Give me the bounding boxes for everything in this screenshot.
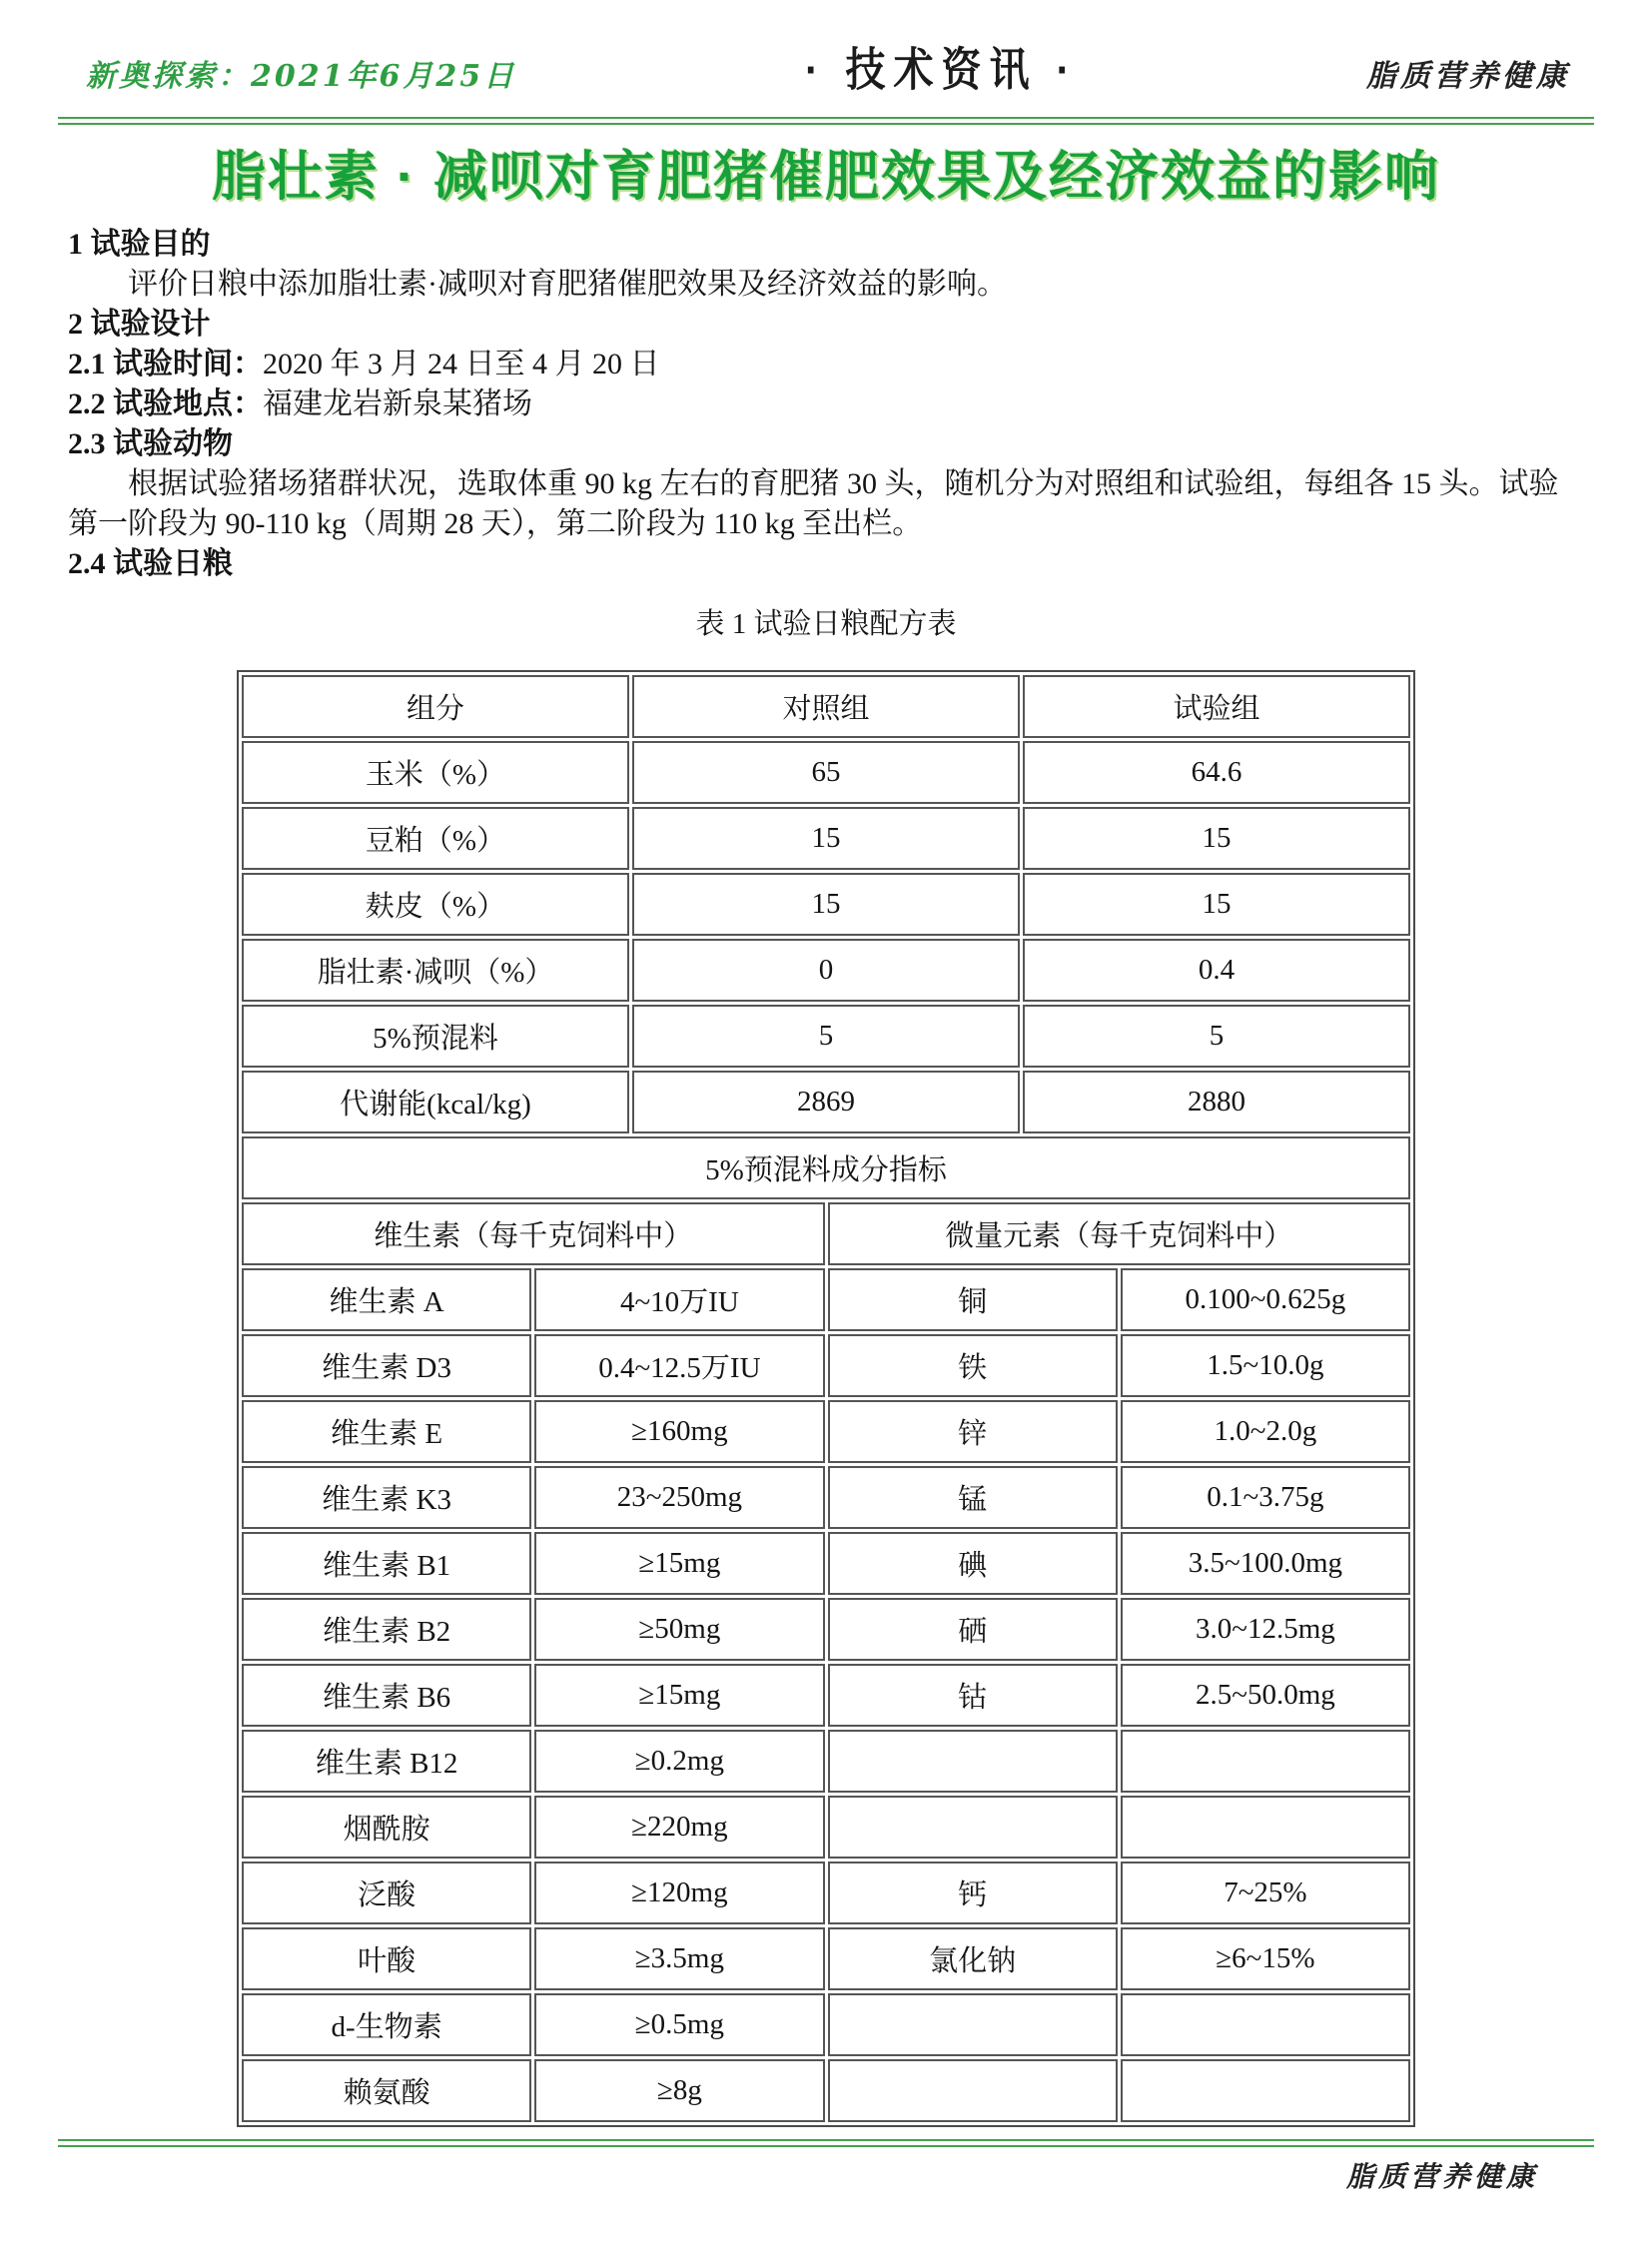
table-cell: ≥0.5mg: [534, 1993, 824, 2056]
table-cell: [1121, 2059, 1410, 2122]
section-label: 2.2 试验地点：: [68, 387, 263, 420]
article-body: [58, 225, 1594, 584]
table-cell: d-生物素: [242, 1993, 531, 2056]
table-cell: 2.5~50.0mg: [1121, 1664, 1410, 1727]
table-cell: ≥15mg: [534, 1532, 824, 1595]
table-row: [242, 1466, 1410, 1529]
table-cell: 代谢能(kcal/kg): [242, 1071, 629, 1133]
table-cell: ≥50mg: [534, 1598, 824, 1661]
table-cell: 维生素 A: [242, 1268, 531, 1331]
col-header: 对照组: [632, 675, 1020, 738]
table-cell: 泛酸: [242, 1862, 531, 1924]
section-line-2-1: [68, 345, 1584, 384]
table-cell: [828, 1796, 1118, 1859]
table-cell: 钙: [828, 1862, 1118, 1924]
table-cell: 氯化钠: [828, 1927, 1118, 1990]
footer-divider: [58, 2139, 1594, 2147]
table-cell: 维生素 B1: [242, 1532, 531, 1595]
premix-title-cell: 5%预混料成分指标: [242, 1136, 1410, 1199]
section-line-2-2: [68, 384, 1584, 424]
section-heading-2-4: 2.4 试验日粮: [68, 547, 233, 580]
table-cell: ≥160mg: [534, 1400, 824, 1463]
table-cell: 维生素 E: [242, 1400, 531, 1463]
table-cell: 1.5~10.0g: [1121, 1334, 1410, 1397]
table-cell: ≥6~15%: [1121, 1927, 1410, 1990]
table-cell: [828, 2059, 1118, 2122]
premix-title-row: [242, 1136, 1410, 1199]
table-cell: 5%预混料: [242, 1005, 629, 1068]
table-cell: 23~250mg: [534, 1466, 824, 1529]
table-cell: [828, 1730, 1118, 1793]
footer-brand: 脂质营养健康: [1345, 2160, 1538, 2193]
group-header-row: [242, 1202, 1410, 1265]
table-row: [242, 1334, 1410, 1397]
table-row: [242, 2059, 1410, 2122]
section-heading-2: 2 试验设计: [68, 308, 211, 341]
table-row: [242, 1532, 1410, 1595]
diet-formula-table: [237, 670, 1415, 2127]
section-paragraph: 评价日粮中添加脂壮素·减呗对育肥猪催肥效果及经济效益的影响。: [128, 268, 1007, 301]
table-cell: 1.0~2.0g: [1121, 1400, 1410, 1463]
table-cell: 维生素 D3: [242, 1334, 531, 1397]
table-row: [242, 1664, 1410, 1727]
table-cell: 65: [632, 741, 1020, 804]
table-cell: 豆粕（%）: [242, 807, 629, 870]
table-cell: 0.1~3.75g: [1121, 1466, 1410, 1529]
table-cell: 2869: [632, 1071, 1020, 1133]
section-heading-2-3: 2.3 试验动物: [68, 427, 233, 460]
table-cell: 4~10万IU: [534, 1268, 824, 1331]
table-row: [242, 1400, 1410, 1463]
table-row: [242, 873, 1410, 936]
table-cell: [828, 1993, 1118, 2056]
header-date: 新奥探索：2021年6月25日: [86, 59, 517, 94]
table-cell: 5: [1023, 1005, 1410, 1068]
col-header: 试验组: [1023, 675, 1410, 738]
table-cell: 麸皮（%）: [242, 873, 629, 936]
table-cell: 0.100~0.625g: [1121, 1268, 1410, 1331]
table-cell: 维生素 B2: [242, 1598, 531, 1661]
table-cell: ≥8g: [534, 2059, 824, 2122]
table-cell: 0.4: [1023, 939, 1410, 1002]
header-divider: [58, 117, 1594, 125]
table-cell: ≥0.2mg: [534, 1730, 824, 1793]
col-header: 组分: [242, 675, 629, 738]
table-row: [242, 807, 1410, 870]
table-row: [242, 1071, 1410, 1133]
section-paragraph: 根据试验猪场猪群状况，选取体重 90 kg 左右的育肥猪 30 头，随机分为对照组和试验组，每组各 15 头。试验第一阶段为 90-110 kg（周期 28 天），第二阶段为 110 kg 至出栏。: [68, 467, 1559, 540]
table-cell: 15: [1023, 873, 1410, 936]
section-value: 2020 年 3 月 24 日至 4 月 20 日: [263, 348, 660, 380]
table-cell: ≥120mg: [534, 1862, 824, 1924]
table-cell: [1121, 1796, 1410, 1859]
page-header: [58, 0, 1594, 117]
table-cell: 3.0~12.5mg: [1121, 1598, 1410, 1661]
table-cell: [1121, 1730, 1410, 1793]
table-cell: 赖氨酸: [242, 2059, 531, 2122]
table-cell: 脂壮素·减呗（%）: [242, 939, 629, 1002]
table-row: [242, 1862, 1410, 1924]
table-cell: 15: [632, 807, 1020, 870]
section-value: 福建龙岩新泉某猪场: [263, 387, 532, 420]
table-cell: 锌: [828, 1400, 1118, 1463]
section-label: 2.1 试验时间：: [68, 348, 263, 380]
table-row: [242, 1268, 1410, 1331]
table-row: [242, 741, 1410, 804]
table-cell: 维生素 K3: [242, 1466, 531, 1529]
table-cell: 玉米（%）: [242, 741, 629, 804]
table-cell: ≥3.5mg: [534, 1927, 824, 1990]
table-cell: 7~25%: [1121, 1862, 1410, 1924]
table-cell: 铁: [828, 1334, 1118, 1397]
table-cell: [1121, 1993, 1410, 2056]
table-cell: ≥15mg: [534, 1664, 824, 1727]
table-row: [242, 1730, 1410, 1793]
table-cell: 钴: [828, 1664, 1118, 1727]
table-cell: 0: [632, 939, 1020, 1002]
table-cell: 铜: [828, 1268, 1118, 1331]
table-row: [242, 1005, 1410, 1068]
article-title: 脂壮素 · 减呗对育肥猪催肥效果及经济效益的影响: [212, 147, 1440, 207]
table-cell: 0.4~12.5万IU: [534, 1334, 824, 1397]
table-cell: 烟酰胺: [242, 1796, 531, 1859]
table-cell: 64.6: [1023, 741, 1410, 804]
table-row: [242, 939, 1410, 1002]
table-cell: 2880: [1023, 1071, 1410, 1133]
group-header-trace-elements: 微量元素（每千克饲料中）: [828, 1202, 1411, 1265]
table-caption: 表 1 试验日粮配方表: [695, 608, 957, 640]
table-cell: 3.5~100.0mg: [1121, 1532, 1410, 1595]
table-row: [242, 1598, 1410, 1661]
table-cell: 5: [632, 1005, 1020, 1068]
header-brand: 脂质营养健康: [1366, 59, 1570, 94]
table-cell: 维生素 B6: [242, 1664, 531, 1727]
header-section-title: · 技术资讯 ·: [805, 45, 1078, 96]
table-row: [242, 1927, 1410, 1990]
table-header-row: [242, 675, 1410, 738]
table-cell: 叶酸: [242, 1927, 531, 1990]
group-header-vitamins: 维生素（每千克饲料中）: [242, 1202, 825, 1265]
table-cell: 15: [1023, 807, 1410, 870]
table-row: [242, 1796, 1410, 1859]
table-cell: 硒: [828, 1598, 1118, 1661]
section-heading-1: 1 试验目的: [68, 228, 211, 261]
table-cell: 锰: [828, 1466, 1118, 1529]
table-cell: 碘: [828, 1532, 1118, 1595]
table-cell: 维生素 B12: [242, 1730, 531, 1793]
table-cell: 15: [632, 873, 1020, 936]
table-row: [242, 1993, 1410, 2056]
table-cell: ≥220mg: [534, 1796, 824, 1859]
